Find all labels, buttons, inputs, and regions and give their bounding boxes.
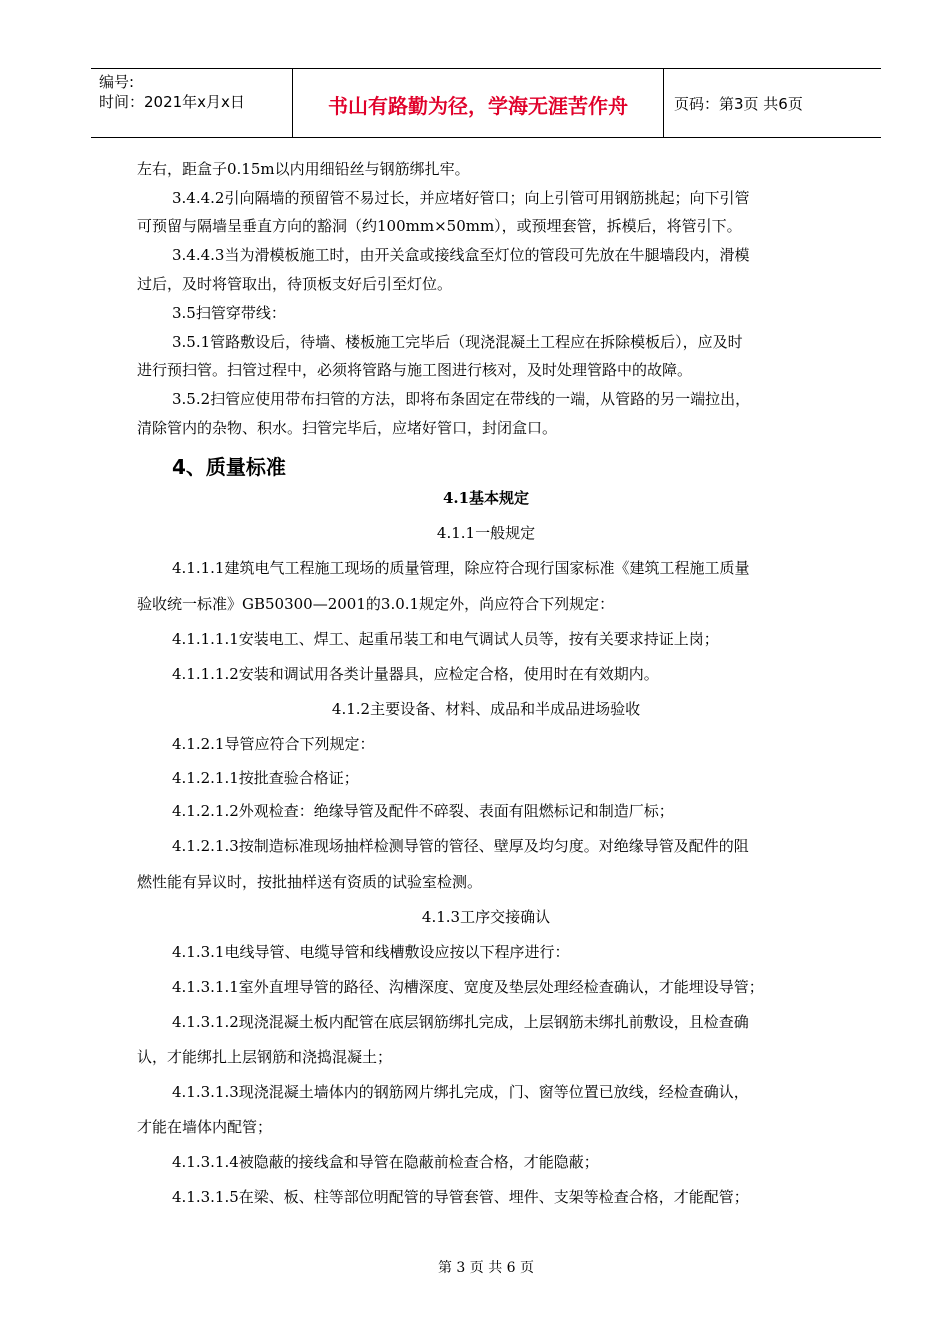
header-left-cell: [91, 69, 293, 137]
text-line: 燃性能有异议时，按批抽样送有资质的试验室检测。: [137, 873, 483, 891]
text-line: 4.1.2.1.2外观检查：绝缘导管及配件不碎裂、表面有阻燃标记和制造厂标；: [172, 802, 674, 820]
text-line: 清除管内的杂物、积水。扫管完毕后，应堵好管口，封闭盒口。: [137, 419, 558, 437]
subheading-4-1-1: 4.1.1一般规定: [436, 524, 536, 542]
page-header: [91, 68, 881, 138]
text-line: 3.5扫管穿带线：: [172, 304, 286, 322]
text-line: 4.1.3.1.4被隐蔽的接线盒和导管在隐蔽前检查合格，才能隐蔽；: [172, 1153, 599, 1171]
text-line: 3.5.2扫管应使用带布扫管的方法，即将布条固定在带线的一端，从管路的另一端拉出，: [172, 390, 751, 408]
text-line: 3.4.4.2引向隔墙的预留管不易过长，并应堵好管口；向上引管可用钢筋挑起；向下引管: [172, 189, 750, 207]
text-line: 4.1.3.1电线导管、电缆导管和线槽敷设应按以下程序进行：: [172, 943, 570, 961]
header-page-label: 页码：第3页 共6页: [674, 95, 803, 113]
text-line: 才能在墙体内配管；: [137, 1118, 273, 1136]
text-line: 4.1.3.1.3现浇混凝土墙体内的钢筋网片绑扎完成，门、窗等位置已放线，经检查确认，: [172, 1083, 749, 1101]
text-line: 3.5.1管路敷设后，待墙、楼板施工完毕后（现浇混凝土工程应在拆除模板后），应及时: [172, 333, 743, 351]
text-line: 可预留与隔墙呈垂直方向的豁洞（约100mm×50mm），或预埋套管，拆模后，将管引下。: [137, 217, 742, 235]
header-center-cell: [293, 69, 664, 137]
header-right-cell: [664, 69, 881, 137]
doc-code-label: 编号:: [99, 73, 135, 91]
subheading-4-1-2: 4.1.2主要设备、材料、成品和半成品进场验收: [331, 700, 641, 718]
text-line: 4.1.3.1.2现浇混凝土板内配管在底层钢筋绑扎完成，上层钢筋未绑扎前敷设，且检查确: [172, 1013, 749, 1031]
subheading-4-1-3: 4.1.3工序交接确认: [421, 908, 551, 926]
section-heading: 4、质量标准: [172, 455, 286, 479]
subheading-4-1: 4.1基本规定: [442, 489, 530, 507]
text-line: 认，才能绑扎上层钢筋和浇捣混凝土；: [137, 1048, 393, 1066]
text-line: 4.1.3.1.1室外直埋导管的路径、沟槽深度、宽度及垫层处理经检查确认，才能埋设导管；: [172, 978, 764, 996]
text-line: 左右，距盒子0.15m以内用细铅丝与钢筋绑扎牢。: [137, 160, 470, 178]
text-line: 4.1.1.1建筑电气工程施工现场的质量管理，除应符合现行国家标准《建筑工程施工质量: [172, 559, 750, 577]
text-line: 进行预扫管。扫管过程中，必须将管路与施工图进行核对，及时处理管路中的故障。: [137, 361, 693, 379]
text-line: 验收统一标准》GB50300—2001的3.0.1规定外，尚应符合下列规定：: [137, 595, 615, 613]
text-line: 过后，及时将管取出，待顶板支好后引至灯位。: [137, 275, 453, 293]
text-line: 4.1.2.1导管应符合下列规定：: [172, 735, 375, 753]
text-line: 4.1.3.1.5在梁、板、柱等部位明配管的导管套管、埋件、支架等检查合格，才能配管；: [172, 1188, 749, 1206]
text-line: 4.1.1.1.2安装和调试用各类计量器具，应检定合格，使用时在有效期内。: [172, 665, 659, 683]
text-line: 4.1.2.1.3按制造标准现场抽样检测导管的管径、壁厚及均匀度。对绝缘导管及配件的阻: [172, 837, 749, 855]
header-motto: 书山有路勤为径，学海无涯苦作舟: [328, 94, 628, 118]
text-line: 3.4.4.3当为滑模板施工时，由开关盒或接线盒至灯位的管段可先放在牛腿墙段内，滑模: [172, 246, 750, 264]
text-line: 4.1.1.1.1安装电工、焊工、起重吊装工和电气调试人员等，按有关要求持证上岗；: [172, 630, 719, 648]
page-footer: 第 3 页 共 6 页: [437, 1260, 535, 1276]
doc-time-label: 时间：2021年x月x日: [99, 93, 245, 111]
text-line: 4.1.2.1.1按批查验合格证；: [172, 769, 359, 787]
